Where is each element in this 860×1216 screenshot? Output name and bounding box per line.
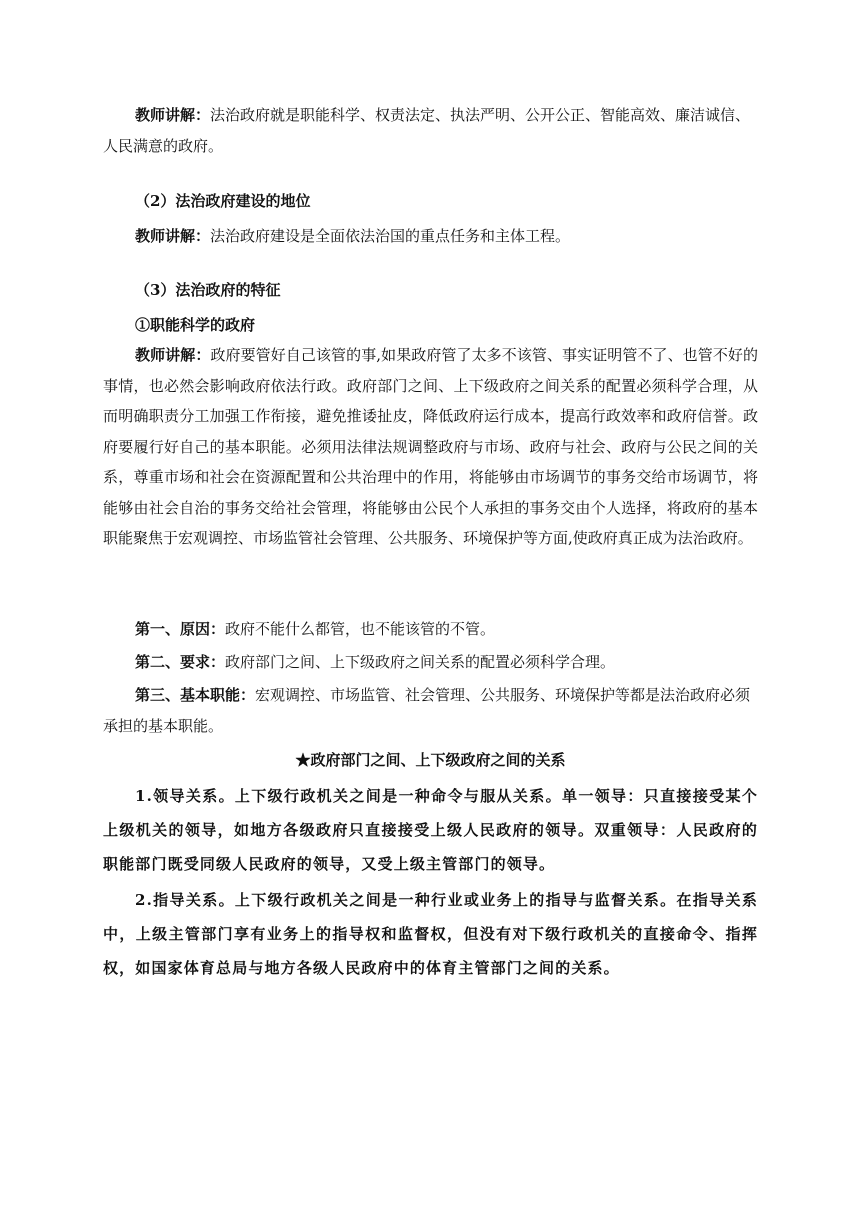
point-reason xyxy=(103,614,758,645)
section3-subheading xyxy=(103,310,758,341)
relation-item xyxy=(103,883,758,985)
relation-title-text: ★政府部门之间、上下级政府之间的关系 xyxy=(295,751,566,769)
point-reason-text: 政府不能什么都管，也不能该管的不管。 xyxy=(225,620,496,638)
point-functions-label: 第三、基本职能： xyxy=(135,686,256,704)
relation-item xyxy=(103,779,758,881)
intro-paragraph xyxy=(103,100,758,161)
point-functions-text: 宏观调控、市场监管、社会管理、公共服务、环境保护等都是法治政府必须承担的基本职能。 xyxy=(103,686,751,735)
section3-subheading-text: ①职能科学的政府 xyxy=(135,316,256,334)
relation-title xyxy=(103,745,758,776)
section3-paragraph xyxy=(103,340,758,554)
relation-item-text: 2.指导关系。上下级行政机关之间是一种行业或业务上的指导与监督关系。在指导关系中，上级主管部门享有业务上的指导权和监督权，但没有对下级行政机关的直接命令、指挥权，如国家体育总局与地方各级人民政府中的体育主管部门之间的关系。 xyxy=(103,891,758,977)
section3-text: 政府要管好自己该管的事,如果政府管了太多不该管、事实证明管不了、也管不好的事情，也必然会影响政府依法行政。政府部门之间、上下级政府之间关系的配置必须科学合理，从而明确职责分工加强工作衔接，避免推诿扯皮，降低政府运行成本，提高行政效率和政府信誉。政府要履行好自己的基本职能。必须用法律法规调整政府与市场、政府与社会、政府与公民之间的关系，尊重市场和社会在资源配置和公共治理中的作用，将能够由市场调节的事务交给市场调节，将能够由社会自治的事务交给社会管理，将能够由公民个人承担的事务交由个人选择，将政府的基本职能聚焦于宏观调控、市场监管社会管理、公共服务、环境保护等方面,使政府真正成为法治政府。 xyxy=(103,346,758,547)
point-functions xyxy=(103,680,758,741)
point-reason-label: 第一、原因： xyxy=(135,620,226,638)
section3-label: 教师讲解： xyxy=(135,346,211,364)
section2-heading-text: （2）法治政府建设的地位 xyxy=(135,192,311,210)
section2-label: 教师讲解： xyxy=(135,227,211,245)
section2-text: 法治政府建设是全面依法治国的重点任务和主体工程。 xyxy=(210,227,571,245)
section2-heading xyxy=(103,186,758,217)
section3-heading-text: （3）法治政府的特征 xyxy=(135,281,281,299)
section2-paragraph xyxy=(103,221,758,252)
intro-text: 法治政府就是职能科学、权责法定、执法严明、公开公正、智能高效、廉洁诚信、人民满意的政府。 xyxy=(103,106,751,155)
point-requirement-text: 政府部门之间、上下级政府之间关系的配置必须科学合理。 xyxy=(225,653,616,671)
relation-item-text: 1.领导关系。上下级行政机关之间是一种命令与服从关系。单一领导：只直接接受某个上级机关的领导，如地方各级政府只直接接受上级人民政府的领导。双重领导：人民政府的职能部门既受同级人民政府的领导，又受上级主管部门的领导。 xyxy=(103,787,758,873)
point-requirement xyxy=(103,647,758,678)
intro-label: 教师讲解： xyxy=(135,106,211,124)
section3-heading xyxy=(103,275,758,306)
point-requirement-label: 第二、要求： xyxy=(135,653,226,671)
